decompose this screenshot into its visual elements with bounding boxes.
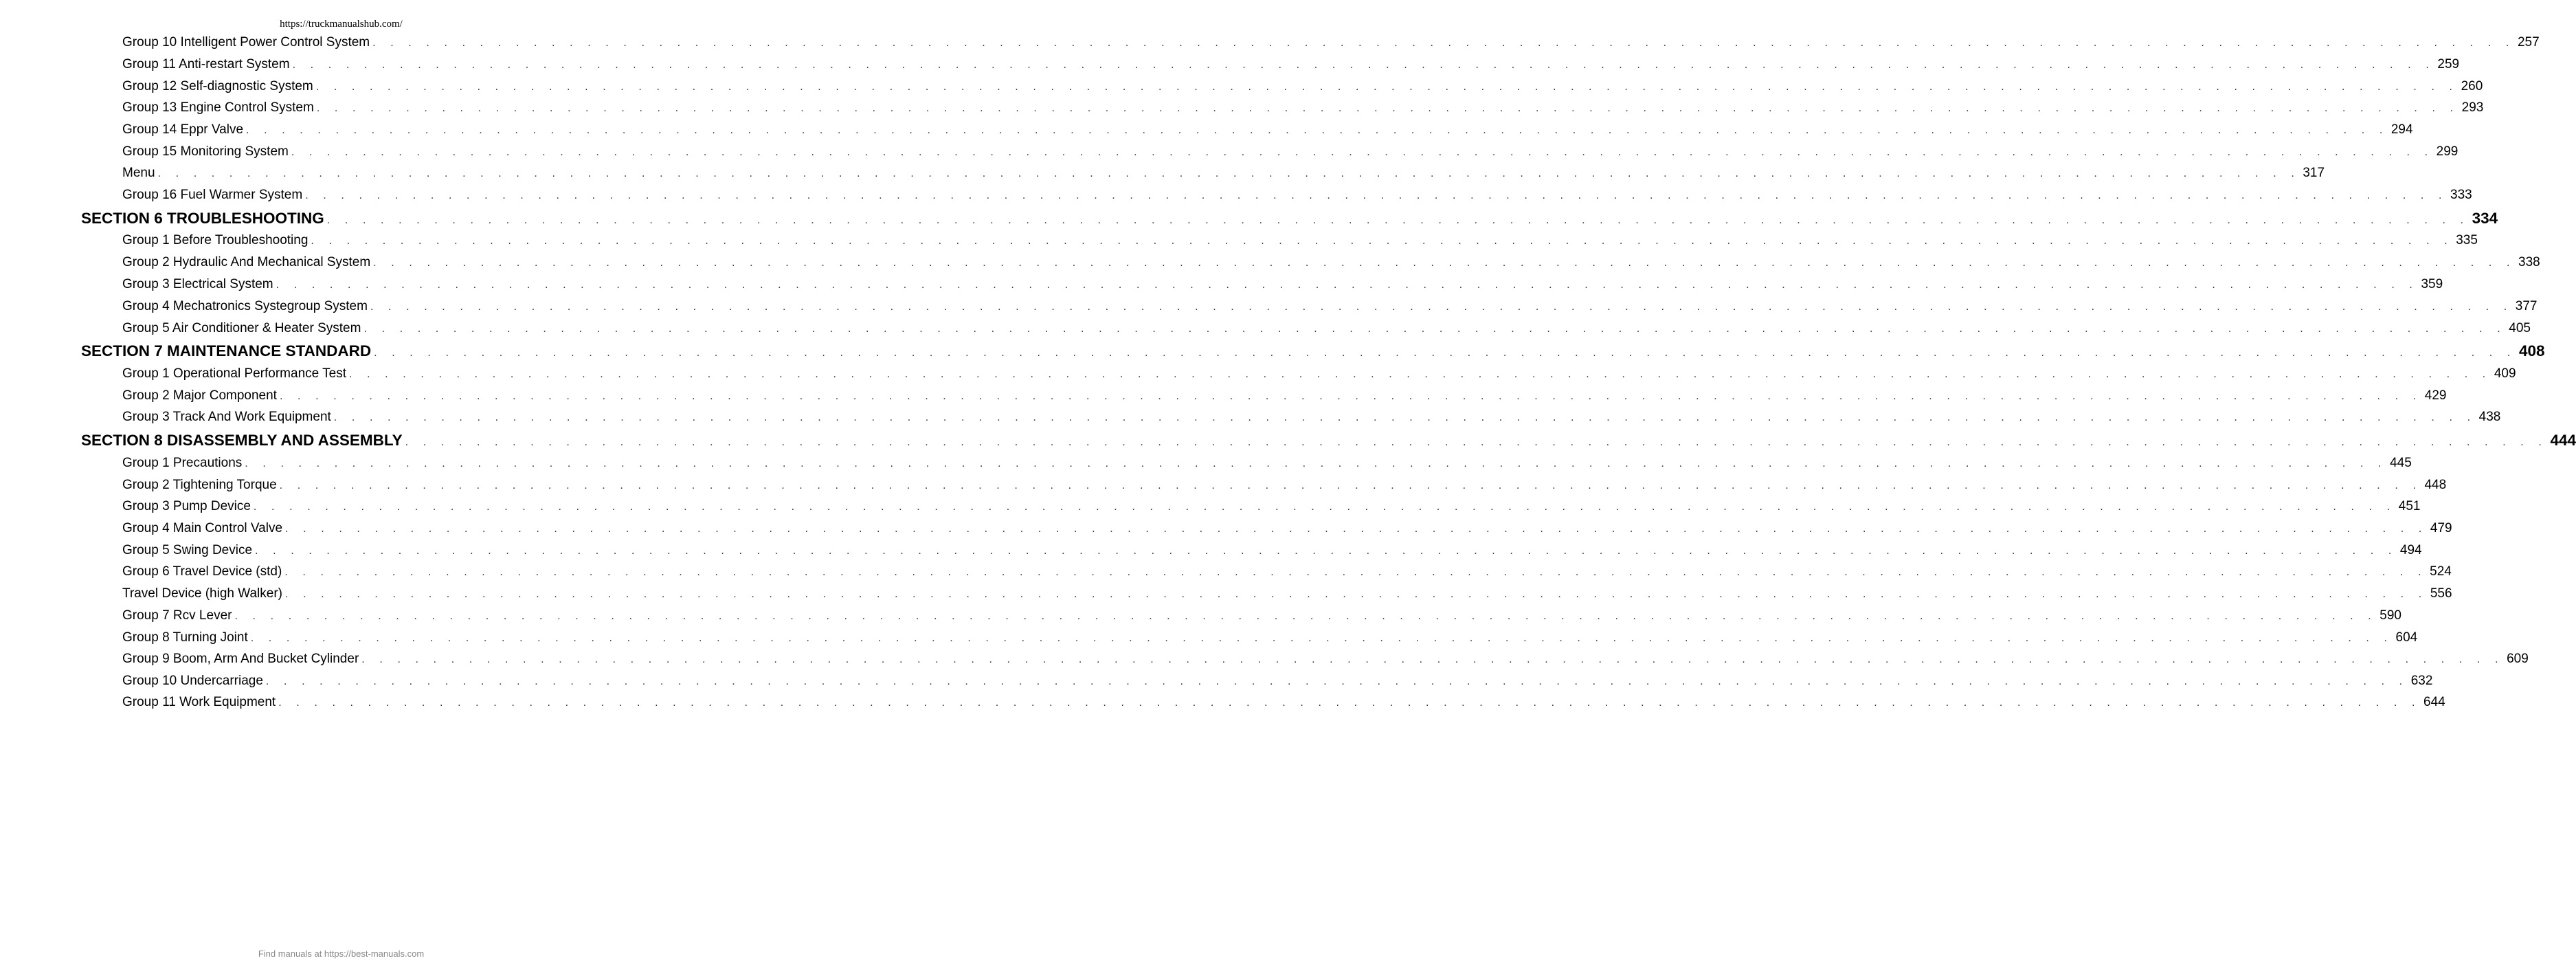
toc-group-entry[interactable] [122, 672, 2433, 691]
dot-leader: . . . . . . . . . . . . . . . . . . . . . . . . . . . . . . . . . . . . . . . . . . . . . . . . . . . . . . . . . . . . . . . . . . . . . . . . . . . . . . . . . . . . . . . . . . . . . . . . . . . . . . . . . . . . . . . . . . . . . . . . [255, 545, 2397, 557]
toc-entry-page-number: 260 [2461, 79, 2483, 93]
toc-entry-title: Group 1 Operational Performance Test [122, 366, 346, 381]
dot-leader: . . . . . . . . . . . . . . . . . . . . . . . . . . . . . . . . . . . . . . . . . . . . . . . . . . . . . . . . . . . . . . . . . . . . . . . . . . . . . . . . . . . . . . . . . . . . . . . . . . . . . . . . . . . . . . . . . . . . . . . . [279, 390, 2422, 402]
toc-entry-title: Group 11 Work Equipment [122, 695, 276, 709]
toc-entry-page-number: 405 [2509, 321, 2531, 335]
dot-leader: . . . . . . . . . . . . . . . . . . . . . . . . . . . . . . . . . . . . . . . . . . . . . . . . . . . . . . . . . . . . . . . . . . . . . . . . . . . . . . . . . . . . . . . . . . . . . . . . . . . . . . . . . . . . . . . . . . . . . . . . [333, 412, 2476, 423]
footer-text: Find manuals at https://best-manuals.com [258, 949, 425, 959]
toc-entry-page-number: 479 [2430, 521, 2452, 535]
toc-entry-page-number: 494 [2399, 543, 2422, 557]
toc-entry-title: Group 12 Self-diagnostic System [122, 79, 313, 93]
dot-leader: . . . . . . . . . . . . . . . . . . . . . . . . . . . . . . . . . . . . . . . . . . . . . . . . . . . . . . . . . . . . . . . . . . . . . . . . . . . . . . . . . . . . . . . . . . . . . . . . . . . . . . . . . . . . . . . . . . . . . . . . [363, 323, 2507, 335]
dot-leader: . . . . . . . . . . . . . . . . . . . . . . . . . . . . . . . . . . . . . . . . . . . . . . . . . . . . . . . . . . . . . . . . . . . . . . . . . . . . . . . . . . . . . . . . . . . . . . . . . . . . . . . . . . . . . . . . . . . . . . . . [265, 676, 2408, 687]
toc-entry-title: Group 1 Precautions [122, 456, 243, 470]
toc-entry-page-number: 299 [2436, 144, 2459, 159]
toc-entry-page-number: 409 [2494, 366, 2516, 381]
toc-entry-title: Group 4 Mechatronics Systegroup System [122, 299, 368, 313]
toc-entry-title: Group 13 Engine Control System [122, 100, 314, 115]
toc-group-entry[interactable] [122, 693, 2445, 712]
toc-group-entry[interactable] [122, 650, 2529, 669]
dot-leader: . . . . . . . . . . . . . . . . . . . . . . . . . . . . . . . . . . . . . . . . . . . . . . . . . . . . . . . . . . . . . . . . . . . . . . . . . . . . . . . . . . . . . . . . . . . . . . . . . . . . . . . . . . . . . . . . . . . . . . . . [279, 480, 2422, 491]
toc-group-entry[interactable] [122, 77, 2483, 96]
toc-entry-page-number: 317 [2303, 166, 2325, 180]
toc-group-entry[interactable] [122, 186, 2472, 205]
toc-entry-title: Group 15 Monitoring System [122, 144, 289, 159]
dot-leader: . . . . . . . . . . . . . . . . . . . . . . . . . . . . . . . . . . . . . . . . . . . . . . . . . . . . . . . . . . . . . . . . . . . . . . . . . . . . . . . . . . . . . . . . . . . . . . . . . . . . . . . . . . . . . . . . . . . . . . . . [292, 59, 2435, 71]
toc-entry-page-number: 259 [2437, 57, 2460, 71]
toc-entry-page-number: 445 [2390, 456, 2412, 470]
toc-entry-title: Group 6 Travel Device (std) [122, 564, 282, 579]
toc-entry-page-number: 524 [2430, 564, 2452, 579]
toc-entry-title: Group 9 Boom, Arm And Bucket Cylinder [122, 652, 359, 666]
toc-entry-title: Group 5 Swing Device [122, 543, 253, 557]
toc-entry-title: Group 3 Electrical System [122, 277, 273, 291]
toc-group-entry[interactable] [122, 253, 2540, 272]
toc-entry-title: SECTION 8 DISASSEMBLY AND ASSEMBLY [81, 432, 403, 449]
toc-entry-page-number: 408 [2518, 342, 2545, 359]
dot-leader: . . . . . . . . . . . . . . . . . . . . . . . . . . . . . . . . . . . . . . . . . . . . . . . . . . . . . . . . . . . . . . . . . . . . . . . . . . . . . . . . . . . . . . . . . . . . . . . . . . . . . . . . . . . . . . . . . . . . . . . . [284, 566, 2428, 578]
toc-group-entry[interactable] [122, 497, 2421, 516]
dot-leader: . . . . . . . . . . . . . . . . . . . . . . . . . . . . . . . . . . . . . . . . . . . . . . . . . . . . . . . . . . . . . . . . . . . . . . . . . . . . . . . . . . . . . . . . . . . . . . . . . . . . . . . . . . . . . . . . . . . . . . . . [285, 523, 2428, 535]
toc-group-entry[interactable] [122, 476, 2447, 495]
toc-entry-page-number: 609 [2507, 652, 2529, 666]
toc-entry-page-number: 429 [2424, 388, 2447, 403]
dot-leader: . . . . . . . . . . . . . . . . . . . . . . . . . . . . . . . . . . . . . . . . . . . . . . . . . . . . . . . . . . . . . . . . . . . . . . . . . . . . . . . . . . . . . . . . . . . . . . . . . . . . . . . . . . . . . . . . . . . . . . . . [316, 102, 2459, 114]
dot-leader: . . . . . . . . . . . . . . . . . . . . . . . . . . . . . . . . . . . . . . . . . . . . . . . . . . . . . . . . . . . . . . . . . . . . . . . . . . . . . . . . . . . . . . . . . . . . . . . . . . . . . . . . . . . . . . . . . . . . . . . . [315, 81, 2459, 93]
dot-leader: . . . . . . . . . . . . . . . . . . . . . . . . . . . . . . . . . . . . . . . . . . . . . . . . . . . . . . . . . . . . . . . . . . . . . . . . . . . . . . . . . . . . . . . . . . . . . . . . . . . . . . . . . . . . . . . . . . . . . . . . [373, 257, 2516, 269]
dot-leader: . . . . . . . . . . . . . . . . . . . . . . . . . . . . . . . . . . . . . . . . . . . . . . . . . . . . . . . . . . . . . . . . . . . . . . . . . . . . . . . . . . . . . . . . . . . . . . . . . . . . . . . . . . . . . . . . . . . . . . . . [305, 190, 2448, 201]
dot-leader: . . . . . . . . . . . . . . . . . . . . . . . . . . . . . . . . . . . . . . . . . . . . . . . . . . . . . . . . . . . . . . . . . . . . . . . . . . . . . . . . . . . . . . . . . . . . . . . . . . . . . . . . . . . . . . . . . . . . . . . . [278, 697, 2421, 709]
toc-entry-title: Group 11 Anti-restart System [122, 57, 290, 71]
toc-group-entry[interactable] [122, 364, 2516, 384]
toc-entry-page-number: 334 [2472, 210, 2498, 227]
toc-entry-title: Group 2 Hydraulic And Mechanical System [122, 255, 371, 269]
toc-entry-page-number: 335 [2456, 233, 2478, 247]
toc-group-entry[interactable] [122, 408, 2501, 427]
toc-entry-title: Group 2 Tightening Torque [122, 478, 277, 492]
toc-entry-page-number: 632 [2410, 674, 2433, 688]
toc-section-entry[interactable] [81, 340, 2545, 362]
dot-leader: . . . . . . . . . . . . . . . . . . . . . . . . . . . . . . . . . . . . . . . . . . . . . . . . . . . . . . . . . . . . . . . . . . . . . . . . . . . . . . . . . . . . . . . . . . . . . . . . . . . . . . . . . . . . . . . . . . . . . . . . [311, 235, 2454, 247]
toc-entry-page-number: 293 [2461, 100, 2484, 115]
toc-entry-page-number: 451 [2398, 499, 2421, 513]
toc-group-entry[interactable] [122, 386, 2447, 406]
dot-leader: . . . . . . . . . . . . . . . . . . . . . . . . . . . . . . . . . . . . . . . . . . . . . . . . . . . . . . . . . . . . . . . . . . . . . . . . . . . . . . . . . . . . . . . . . . . . . . . . . . . . . . . . . . . . . . . . . . . . . . . . [245, 458, 2388, 469]
toc-entry-page-number: 438 [2478, 410, 2501, 424]
toc-entry-page-number: 448 [2424, 478, 2447, 492]
toc-group-entry[interactable] [122, 55, 2460, 74]
dot-leader: . . . . . . . . . . . . . . . . . . . . . . . . . . . . . . . . . . . . . . . . . . . . . . . . . . . . . . . . . . . . . . . . . . . . . . . . . . . . . . . . . . . . . . . . . . . . . . . . . . . . . . . . . . . . . . . . . . . . . . . . [157, 168, 2300, 179]
toc-entry-title: Group 7 Rcv Lever [122, 608, 232, 623]
toc-group-entry[interactable] [122, 628, 2418, 647]
toc-group-entry[interactable] [122, 454, 2412, 473]
toc-group-entry[interactable] [122, 164, 2325, 183]
toc-entry-page-number: 377 [2515, 299, 2538, 313]
toc-group-entry[interactable] [122, 319, 2531, 338]
toc-entry-title: Group 10 Intelligent Power Control System [122, 35, 370, 49]
toc-entry-title: Group 3 Track And Work Equipment [122, 410, 331, 424]
dot-leader: . . . . . . . . . . . . . . . . . . . . . . . . . . . . . . . . . . . . . . . . . . . . . . . . . . . . . . . . . . . . . . . . . . . . . . . . . . . . . . . . . . . . . . . . . . . . . . . . . . . . . . . . . . . . . . . . . . . . . . . . [246, 124, 2388, 136]
toc-entry-title: SECTION 7 MAINTENANCE STANDARD [81, 342, 372, 359]
dot-leader: . . . . . . . . . . . . . . . . . . . . . . . . . . . . . . . . . . . . . . . . . . . . . . . . . . . . . . . . . . . . . . . . . . . . . . . . . . . . . . . . . . . . . . . . . . . . . . . . . . . . . . . . . . . . . . . . . . . . . . . . [234, 610, 2377, 622]
dot-leader: . . . . . . . . . . . . . . . . . . . . . . . . . . . . . . . . . . . . . . . . . . . . . . . . . . . . . . . . . . . . . . . . . . . . . . . . . . . . . . . . . . . . . . . . . . . . . . . . . . . . . . . . . . . . . . . . . . . . . . . . [291, 146, 2434, 158]
toc-entry-page-number: 644 [2423, 695, 2445, 709]
toc-group-entry[interactable] [122, 33, 2540, 52]
toc-entry-title: SECTION 6 TROUBLESHOOTING [81, 210, 324, 227]
dot-leader: . . . . . . . . . . . . . . . . . . . . . . . . . . . . . . . . . . . . . . . . . . . . . . . . . . . . . . . . . . . . . . . . . . . . . . . . . . . . . . . . . . . . . . . . . . . . . . . . . . . . . . . . . . . . . . . . . . . . . . . . [326, 214, 2469, 226]
toc-group-entry[interactable] [122, 584, 2452, 603]
toc-entry-page-number: 604 [2395, 630, 2418, 645]
dot-leader: . . . . . . . . . . . . . . . . . . . . . . . . . . . . . . . . . . . . . . . . . . . . . . . . . . . . . . . . . . . . . . . . . . . . . . . . . . . . . . . . . . . . . . . . . . . . . . . . . . . . . . . . . . . . . . . . . . . . . . . . [374, 347, 2516, 359]
toc-group-entry[interactable] [122, 541, 2422, 560]
toc-entry-title: Menu [122, 166, 155, 180]
dot-leader: . . . . . . . . . . . . . . . . . . . . . . . . . . . . . . . . . . . . . . . . . . . . . . . . . . . . . . . . . . . . . . . . . . . . . . . . . . . . . . . . . . . . . . . . . . . . . . . . . . . . . . . . . . . . . . . . . . . . . . . . [349, 368, 2491, 380]
dot-leader: . . . . . . . . . . . . . . . . . . . . . . . . . . . . . . . . . . . . . . . . . . . . . . . . . . . . . . . . . . . . . . . . . . . . . . . . . . . . . . . . . . . . . . . . . . . . . . . . . . . . . . . . . . . . . . . . . . . . . . . . [276, 279, 2419, 291]
header-url: https://truckmanualshub.com/ [280, 19, 403, 30]
dot-leader: . . . . . . . . . . . . . . . . . . . . . . . . . . . . . . . . . . . . . . . . . . . . . . . . . . . . . . . . . . . . . . . . . . . . . . . . . . . . . . . . . . . . . . . . . . . . . . . . . . . . . . . . . . . . . . . . . . . . . . . . [372, 37, 2515, 49]
toc-section-entry[interactable] [81, 430, 2576, 452]
dot-leader: . . . . . . . . . . . . . . . . . . . . . . . . . . . . . . . . . . . . . . . . . . . . . . . . . . . . . . . . . . . . . . . . . . . . . . . . . . . . . . . . . . . . . . . . . . . . . . . . . . . . . . . . . . . . . . . . . . . . . . . . [284, 588, 2428, 600]
toc-entry-page-number: 359 [2421, 277, 2443, 291]
toc-group-entry[interactable] [122, 120, 2413, 140]
toc-entry-title: Group 1 Before Troubleshooting [122, 233, 309, 247]
toc-entry-title: Group 3 Pump Device [122, 499, 251, 513]
toc-group-entry[interactable] [122, 519, 2452, 538]
toc-entry-title: Group 4 Main Control Valve [122, 521, 283, 535]
toc-entry-page-number: 333 [2450, 188, 2472, 202]
toc-group-entry[interactable] [122, 142, 2459, 162]
dot-leader: . . . . . . . . . . . . . . . . . . . . . . . . . . . . . . . . . . . . . . . . . . . . . . . . . . . . . . . . . . . . . . . . . . . . . . . . . . . . . . . . . . . . . . . . . . . . . . . . . . . . . . . . . . . . . . . . . . . . . . . . [250, 632, 2393, 644]
toc-group-entry[interactable] [122, 275, 2443, 294]
toc-group-entry[interactable] [122, 98, 2484, 118]
toc-entry-page-number: 556 [2430, 586, 2452, 601]
toc-entry-title: Group 8 Turning Joint [122, 630, 248, 645]
toc-group-entry[interactable] [122, 562, 2452, 581]
toc-group-entry[interactable] [122, 297, 2538, 316]
toc-entry-title: Travel Device (high Walker) [122, 586, 282, 601]
dot-leader: . . . . . . . . . . . . . . . . . . . . . . . . . . . . . . . . . . . . . . . . . . . . . . . . . . . . . . . . . . . . . . . . . . . . . . . . . . . . . . . . . . . . . . . . . . . . . . . . . . . . . . . . . . . . . . . . . . . . . . . . [361, 654, 2505, 665]
toc-entry-page-number: 294 [2390, 122, 2413, 137]
toc-entry-page-number: 444 [2550, 432, 2576, 449]
toc-group-entry[interactable] [122, 606, 2401, 625]
toc-entry-title: Group 14 Eppr Valve [122, 122, 244, 137]
dot-leader: . . . . . . . . . . . . . . . . . . . . . . . . . . . . . . . . . . . . . . . . . . . . . . . . . . . . . . . . . . . . . . . . . . . . . . . . . . . . . . . . . . . . . . . . . . . . . . . . . . . . . . . . . . . . . . . . . . . . . . . . [370, 301, 2513, 313]
toc-entry-page-number: 257 [2517, 35, 2540, 49]
toc-entry-page-number: 590 [2379, 608, 2401, 623]
toc-entry-title: Group 2 Major Component [122, 388, 277, 403]
toc-entry-title: Group 16 Fuel Warmer System [122, 188, 303, 202]
toc-group-entry[interactable] [122, 231, 2478, 250]
toc-entry-page-number: 338 [2518, 255, 2540, 269]
dot-leader: . . . . . . . . . . . . . . . . . . . . . . . . . . . . . . . . . . . . . . . . . . . . . . . . . . . . . . . . . . . . . . . . . . . . . . . . . . . . . . . . . . . . . . . . . . . . . . . . . . . . . . . . . . . . . . . . . . . . . . . . [253, 501, 2396, 513]
toc-section-entry[interactable] [81, 208, 2498, 230]
toc-entry-title: Group 10 Undercarriage [122, 674, 263, 688]
toc-entry-title: Group 5 Air Conditioner & Heater System [122, 321, 361, 335]
dot-leader: . . . . . . . . . . . . . . . . . . . . . . . . . . . . . . . . . . . . . . . . . . . . . . . . . . . . . . . . . . . . . . . . . . . . . . . . . . . . . . . . . . . . . . . . . . . . . . . . . . . . . . . . . . . . . . . . . . . . . . . . [405, 436, 2548, 448]
